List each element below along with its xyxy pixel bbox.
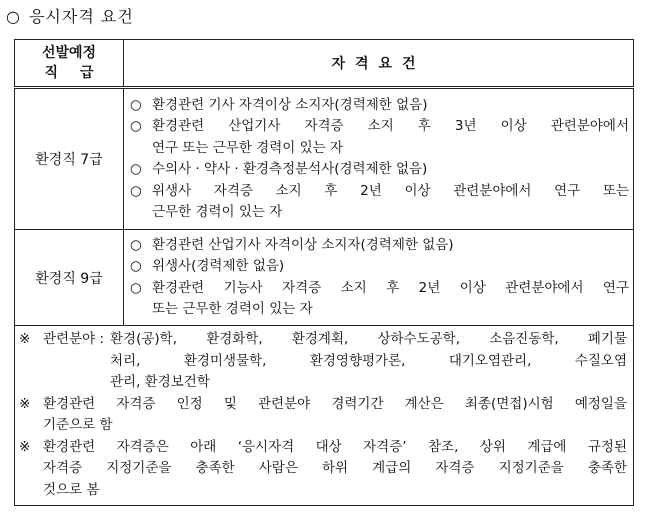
requirement-line: 근무한 경력이 있는 자	[152, 204, 283, 220]
requirement-item	[130, 116, 629, 159]
requirement-item	[130, 95, 629, 117]
circle-bullet-icon: ○	[130, 161, 142, 177]
circle-bullet-icon: ○	[6, 7, 21, 26]
requirement-line: 연구 또는 근무한 경력이 있는 자	[152, 139, 343, 156]
table-row-grade9	[15, 230, 634, 326]
header-grade-line1: 선발예정	[41, 45, 97, 61]
circle-bullet-icon: ○	[130, 258, 142, 274]
section-title	[6, 4, 134, 27]
requirement-line: 환경관련 기사 자격이상 소지자(경력제한 없음)	[152, 96, 428, 113]
requirement-item	[130, 278, 629, 321]
requirement-line: 위생사(경력제한 없음)	[152, 258, 285, 274]
requirement-line: 위생사 자격증 소지 후 2년 이상 관련분야에서 연구 또는	[152, 182, 629, 199]
requirement-item	[130, 235, 629, 257]
note-line: 것으로 봄	[43, 481, 100, 498]
note-line: 환경관련 자격증은 아래 ‘응시자격 대상 자격증’ 참조, 상위 계급에 규정된	[43, 438, 627, 455]
header-requirement: 자격요건	[124, 40, 634, 88]
requirement-line: 수의사 · 약사 · 환경측정분석사(경력제한 없음)	[152, 161, 428, 177]
note-certificate-period	[19, 394, 627, 437]
circle-bullet-icon: ○	[130, 96, 142, 113]
requirement-item	[130, 181, 629, 224]
table-header-row	[15, 40, 634, 88]
note-line: 관리, 환경보건학	[110, 374, 210, 390]
table-row-grade7	[15, 88, 634, 230]
note-line: 환경관련 자격증 인정 및 관련분야 경력기간 계산은 최종(면접)시험 예정일을	[43, 395, 627, 412]
note-line: 기준으로 함	[43, 417, 113, 433]
requirement-line: 환경관련 기능사 자격증 소지 후 2년 이상 관련분야에서 연구	[152, 279, 629, 296]
header-grade	[15, 40, 124, 88]
reference-mark-icon: ※	[19, 438, 31, 455]
circle-bullet-icon: ○	[130, 236, 142, 253]
requirements-cell	[124, 88, 634, 230]
notes-cell	[15, 326, 634, 506]
reference-mark-icon: ※	[19, 395, 31, 412]
requirement-line: 환경관련 산업기사 자격증 소지 후 3년 이상 관련분야에서	[152, 118, 629, 134]
note-line: 자격증 지정기준을 충족한 사람은 하위 계급의 자격증 지정기준을 충족한	[43, 460, 627, 476]
requirement-item	[130, 256, 629, 278]
header-grade-line2: 직급	[44, 65, 116, 81]
grade-cell: 환경직 7급	[15, 88, 124, 230]
section-title-text: 응시자격 요건	[28, 7, 134, 26]
circle-bullet-icon: ○	[130, 279, 142, 296]
note-field-label: 관련분야 :	[43, 331, 105, 347]
requirement-line: 또는 근무한 경력이 있는 자	[152, 301, 313, 317]
requirements-table	[14, 39, 634, 506]
note-related-fields	[19, 329, 627, 394]
requirement-line: 환경관련 산업기사 자격이상 소지자(경력제한 없음)	[152, 236, 454, 253]
reference-mark-icon: ※	[19, 331, 31, 347]
requirements-cell	[124, 230, 634, 326]
note-line: 환경(공)학, 환경화학, 환경계획, 상하수도공학, 소음진동학, 폐기물	[110, 331, 627, 347]
requirement-item	[130, 159, 629, 181]
circle-bullet-icon: ○	[130, 182, 142, 199]
circle-bullet-icon: ○	[130, 118, 142, 134]
notes-row	[15, 326, 634, 506]
note-line: 처리, 환경미생물학, 환경영향평가론, 대기오염관리, 수질오염	[110, 352, 627, 369]
note-certificate-reference	[19, 437, 627, 502]
grade-cell: 환경직 9급	[15, 230, 124, 326]
